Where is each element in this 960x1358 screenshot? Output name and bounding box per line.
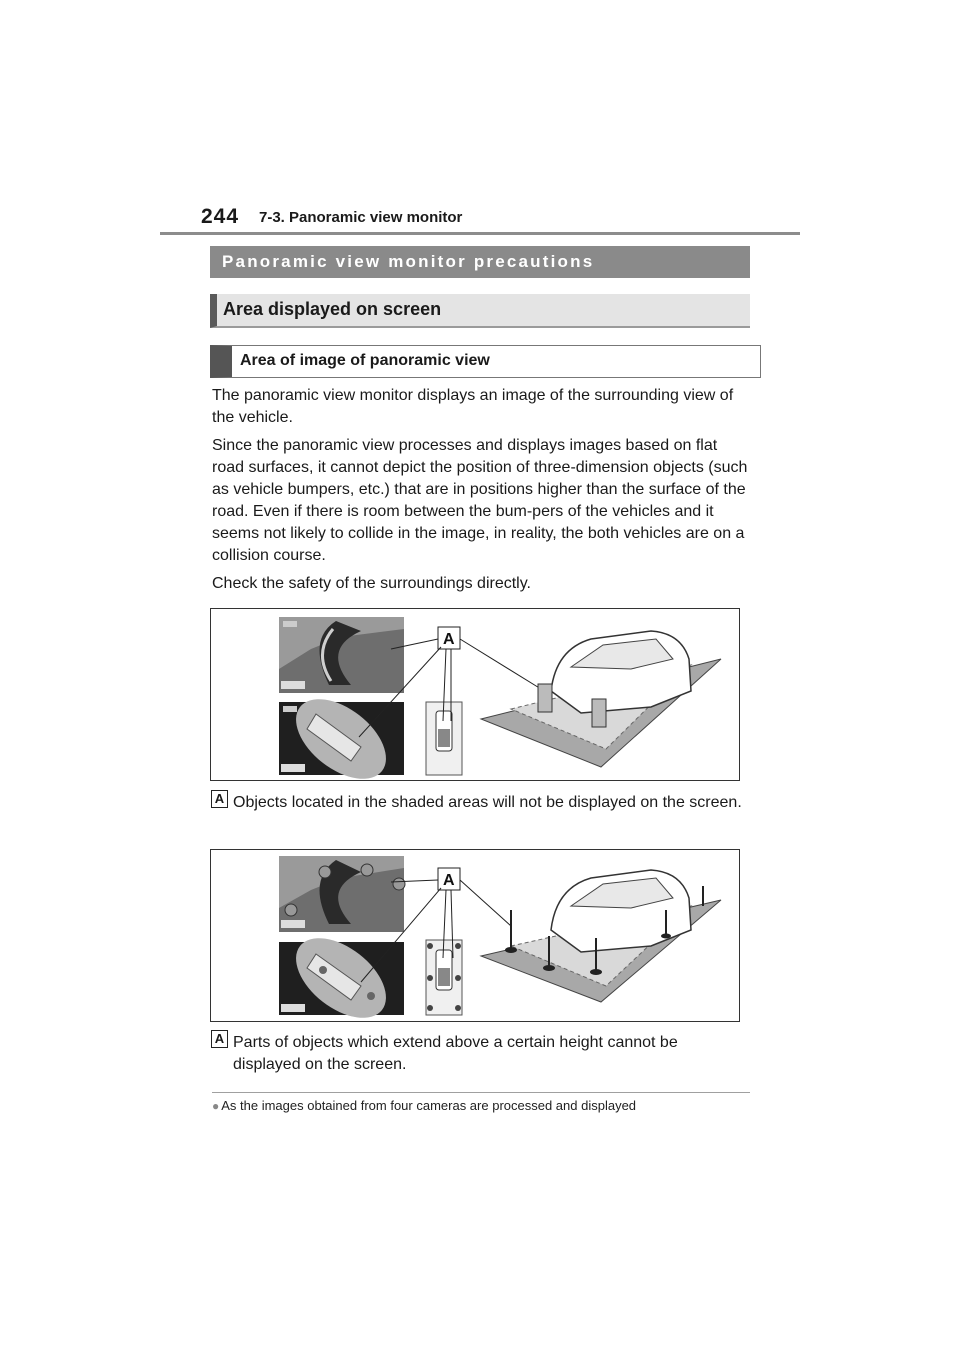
figure-shaded-area [210, 608, 740, 781]
bullet-icon: ● [212, 1099, 220, 1113]
callout-text-1: Objects located in the shaded areas will not be displayed on the screen. [233, 794, 742, 811]
header-rule [160, 232, 800, 235]
note-rule [212, 1092, 750, 1093]
paragraph-safety: Check the safety of the surroundings directly. [212, 575, 531, 592]
callout-letter-a-2: A [211, 1030, 228, 1048]
subsub-heading: Area of image of panoramic view [210, 345, 761, 378]
figure-height-limit [210, 849, 740, 1022]
callout-a-letter: A [443, 631, 455, 648]
page-number: 244 [201, 205, 240, 228]
note [212, 1098, 636, 1113]
section-title: 7-3. Panoramic view monitor [259, 209, 463, 226]
sub-heading: Area displayed on screen [210, 294, 750, 328]
figure-height-limit-illustration [211, 850, 741, 1023]
callout-text-2: Parts of objects which extend above a certain height cannot be displayed on the screen. [233, 1034, 678, 1073]
paragraph-intro: The panoramic view monitor displays an image of the surrounding view of the vehicle. [212, 387, 734, 426]
callout-a-letter-2: A [443, 872, 455, 889]
paragraph-explanation: Since the panoramic view processes and displays images based on flat road surfaces, it cannot depict the position of three-dimension objects (such as vehicle bumpers, etc.) that are in positions higher than the surface of the road. Even if there is room between the bum-pers of the vehicles and it seems not likely to collide in the image, in reality, the both vehicles are on a collision course. [212, 437, 748, 564]
note-text: As the images obtained from four cameras are processed and displayed [221, 1098, 637, 1113]
callout-letter-a-1: A [211, 790, 228, 808]
main-heading: Panoramic view monitor precautions [210, 246, 750, 278]
figure-shaded-area-illustration [211, 609, 741, 782]
